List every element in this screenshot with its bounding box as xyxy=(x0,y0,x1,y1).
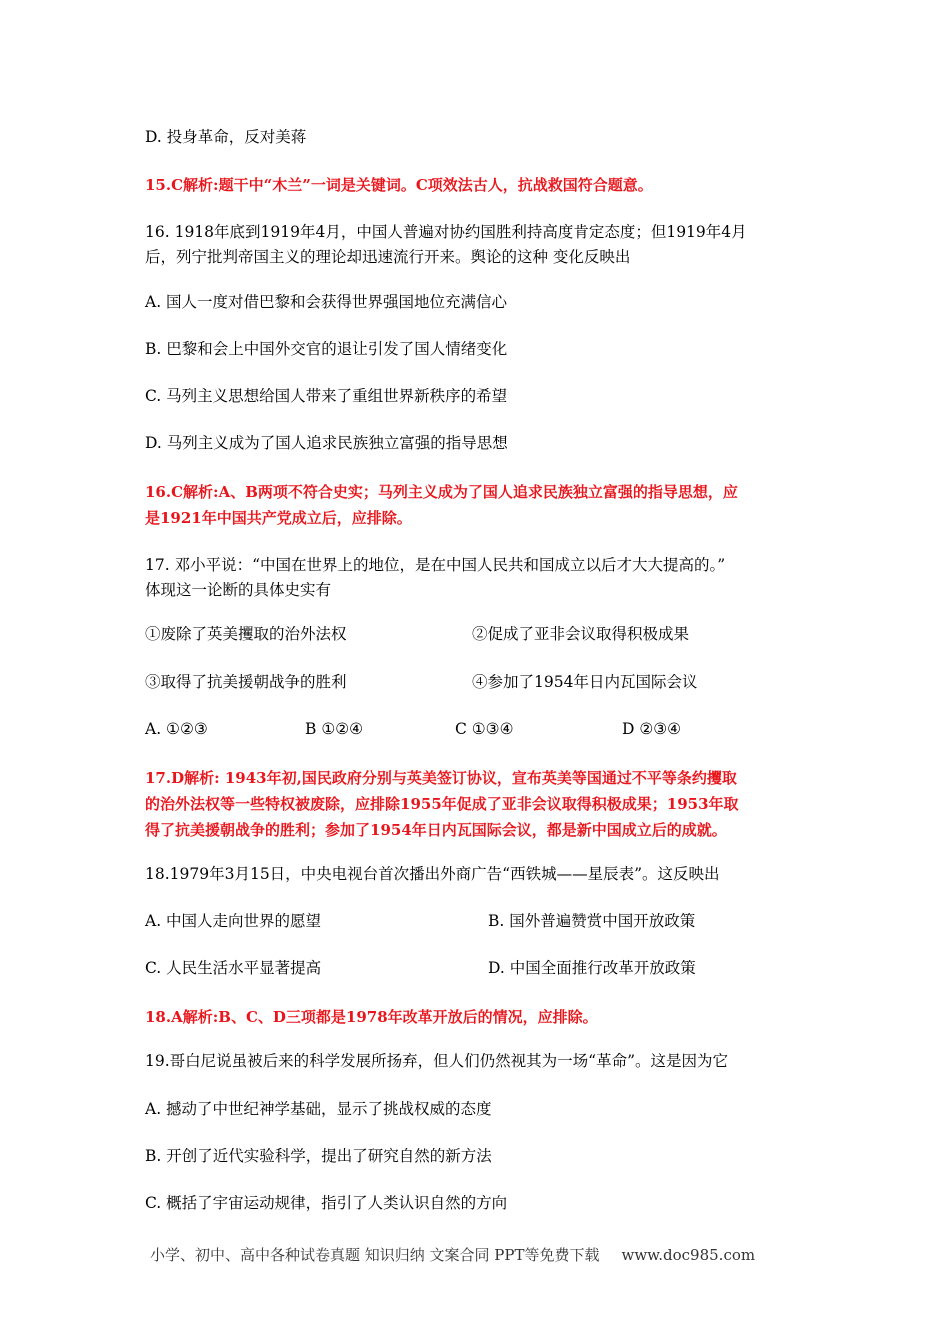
q18-option-c: C. 人民生活水平显著提高 xyxy=(145,959,322,977)
q16-stem-line2: 后，列宁批判帝国主义的理论却迅速流行开来。舆论的这种 变化反映出 xyxy=(145,248,631,266)
answer-15: 15.C解析:题干中“木兰”一词是关键词。C项效法古人，抗战救国符合题意。 xyxy=(145,176,653,194)
answer-16-line2: 是1921年中国共产党成立后，应排除。 xyxy=(145,509,412,527)
q18-option-b: B. 国外普遍赞赏中国开放政策 xyxy=(488,912,696,930)
answer-17-line1: 17.D解析: 1943年初,国民政府分别与英美签订协议，宣布英美等国通过不平等条约攫取 xyxy=(145,769,737,787)
answer-17-line2: 的治外法权等一些特权被废除，应排除1955年促成了亚非会议取得积极成果；1953年取 xyxy=(145,795,739,813)
q18-option-d: D. 中国全面推行改革开放政策 xyxy=(488,959,696,977)
q16-option-b: B. 巴黎和会上中国外交官的退让引发了国人情绪变化 xyxy=(145,340,508,358)
q16-option-d: D. 马列主义成为了国人追求民族独立富强的指导思想 xyxy=(145,434,508,452)
footer-url[interactable]: www.doc985.com xyxy=(621,1246,756,1264)
q19-stem: 19.哥白尼说虽被后来的科学发展所扬弃，但人们仍然视其为一场“革命”。这是因为它 xyxy=(145,1052,729,1070)
answer-18: 18.A解析:B、C、D三项都是1978年改革开放后的情况，应排除。 xyxy=(145,1008,598,1026)
q19-option-b: B. 开创了近代实验科学，提出了研究自然的新方法 xyxy=(145,1147,492,1165)
q17-option-a: A. ①②③ xyxy=(145,720,208,738)
q17-item-2: ②促成了亚非会议取得积极成果 xyxy=(472,625,690,643)
q17-option-c: C ①③④ xyxy=(455,720,514,738)
q16-stem-line1: 16. 1918年底到1919年4月，中国人普遍对协约国胜利持高度肯定态度；但1919年4月 xyxy=(145,223,747,241)
q17-option-b: B ①②④ xyxy=(305,720,364,738)
q17-stem-line2: 体现这一论断的具体史实有 xyxy=(145,581,332,599)
q16-option-a: A. 国人一度对借巴黎和会获得世界强国地位充满信心 xyxy=(145,293,508,311)
q17-item-1: ①废除了英美攫取的治外法权 xyxy=(145,625,347,643)
q17-item-4: ④参加了1954年日内瓦国际会议 xyxy=(472,673,698,691)
q17-option-d: D ②③④ xyxy=(622,720,682,738)
page-footer xyxy=(150,1244,755,1265)
q18-stem: 18.1979年3月15日，中央电视台首次播出外商广告“西铁城——星辰表”。这反映出 xyxy=(145,865,720,883)
q17-stem-line1: 17. 邓小平说：“中国在世界上的地位，是在中国人民共和国成立以后才大大提高的。” xyxy=(145,556,726,574)
q19-option-a: A. 撼动了中世纪神学基础，显示了挑战权威的态度 xyxy=(145,1100,492,1118)
footer-text: 小学、初中、高中各种试卷真题 知识归纳 文案合同 PPT等免费下载 xyxy=(150,1246,600,1264)
q19-option-c: C. 概括了宇宙运动规律，指引了人类认识自然的方向 xyxy=(145,1194,508,1212)
answer-17-line3: 得了抗美援朝战争的胜利；参加了1954年日内瓦国际会议，都是新中国成立后的成就。 xyxy=(145,821,727,839)
q14-option-d: D. 投身革命，反对美蒋 xyxy=(145,128,307,146)
q18-option-a: A. 中国人走向世界的愿望 xyxy=(145,912,322,930)
q17-item-3: ③取得了抗美援朝战争的胜利 xyxy=(145,673,347,691)
answer-16-line1: 16.C解析:A、B两项不符合史实；马列主义成为了国人追求民族独立富强的指导思想，应 xyxy=(145,483,738,501)
q16-option-c: C. 马列主义思想给国人带来了重组世界新秩序的希望 xyxy=(145,387,508,405)
